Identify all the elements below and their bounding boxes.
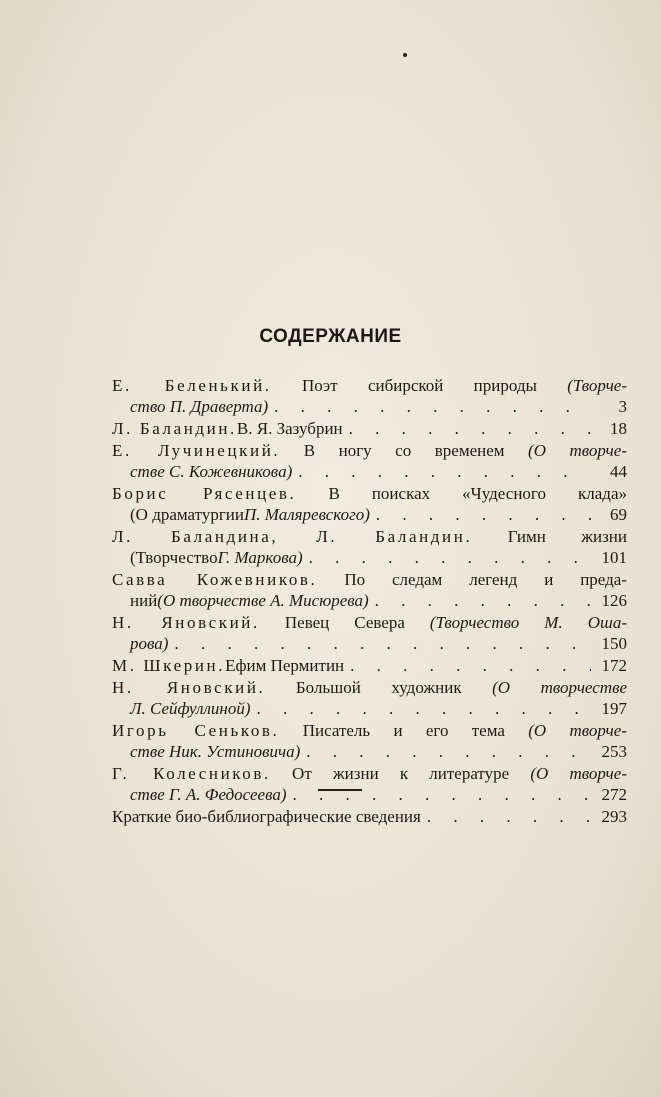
toc-entry xyxy=(112,526,627,568)
entry-subject: (О творче- xyxy=(528,441,628,460)
leader-dots xyxy=(349,418,591,439)
entry-subject-cont: (О творчестве А. Мисюрева) xyxy=(157,591,369,610)
leader-dots xyxy=(257,698,591,719)
entry-author: Е. Лучинецкий. xyxy=(112,441,281,460)
entry-author: М. Шкерин. xyxy=(112,656,226,675)
leader-dots xyxy=(174,633,591,654)
entry-subject-cont: Г. Маркова) xyxy=(217,548,303,567)
entry-author: Н. Яновский. xyxy=(112,613,260,632)
leader-dots xyxy=(309,547,591,568)
entry-title-cont: (Творчество xyxy=(130,548,218,567)
entry-title: По следам легенд и преда- xyxy=(317,570,627,589)
entry-title: В поисках «Чудесного клада» xyxy=(296,484,627,503)
entry-title: Ефим Пермитин xyxy=(225,656,345,675)
leader-dots xyxy=(274,396,591,417)
entry-page-number: 44 xyxy=(610,462,627,481)
table-of-contents xyxy=(112,375,627,828)
toc-entry xyxy=(112,763,627,805)
entry-subject-cont: стве Ник. Устиновича) xyxy=(130,742,301,761)
toc-entry xyxy=(112,720,627,762)
entry-author: Борис Рясенцев. xyxy=(112,484,297,503)
entry-page-number: 293 xyxy=(601,807,627,826)
entry-title: От жизни к литературе xyxy=(270,764,531,783)
toc-entry xyxy=(112,483,627,525)
entry-subject-cont: рова) xyxy=(130,634,169,653)
ink-speck xyxy=(403,53,407,57)
toc-entry xyxy=(112,806,627,827)
entry-subject-cont: стве Г. А. Федосеева) xyxy=(130,785,287,804)
entry-subject: (О творчестве xyxy=(492,678,627,697)
leader-dots xyxy=(350,655,591,676)
entry-page-number: 172 xyxy=(601,656,627,675)
entry-subject: (Творчество М. Оша- xyxy=(429,613,627,632)
entry-title: Краткие био-библиографические сведения xyxy=(112,807,421,826)
entry-page-number: 253 xyxy=(601,742,627,761)
leader-dots xyxy=(376,504,591,525)
entry-author: Л. Баландина, Л. Баландин. xyxy=(112,527,473,546)
entry-page-number: 3 xyxy=(618,397,627,416)
entry-author: Савва Кожевников. xyxy=(112,570,318,589)
entry-title: Писатель и его тема xyxy=(279,721,529,740)
entry-subject: (О творче- xyxy=(530,764,627,783)
toc-entry xyxy=(112,612,627,654)
entry-title-cont: ний xyxy=(130,591,158,610)
entry-subject: (О творче- xyxy=(528,721,627,740)
toc-entry xyxy=(112,569,627,611)
entry-author: Игорь Сеньков. xyxy=(112,721,280,740)
entry-subject-cont: П. Маляревского) xyxy=(244,505,370,524)
entry-title: Большой художник xyxy=(265,678,493,697)
entry-page-number: 126 xyxy=(601,591,627,610)
entry-title: В. Я. Зазубрин xyxy=(236,419,343,438)
entry-title: В ногу со временем xyxy=(280,441,529,460)
entry-title: Певец Севера xyxy=(259,613,430,632)
toc-entry xyxy=(112,655,627,676)
entry-author: Е. Беленький. xyxy=(112,376,272,395)
entry-page-number: 197 xyxy=(601,699,627,718)
leader-dots xyxy=(293,784,591,805)
entry-title-cont: (О драматургии xyxy=(130,505,245,524)
page-title: СОДЕРЖАНИЕ xyxy=(259,326,402,347)
entry-author: Г. Колесников. xyxy=(112,764,271,783)
toc-entry xyxy=(112,375,627,417)
leader-dots xyxy=(306,741,591,762)
entry-author: Л. Баландин. xyxy=(112,419,237,438)
entry-title: Поэт сибирской природы xyxy=(271,376,568,395)
leader-dots xyxy=(375,590,591,611)
toc-entry xyxy=(112,418,627,439)
toc-entry xyxy=(112,677,627,719)
entry-author: Н. Яновский. xyxy=(112,678,266,697)
entry-page-number: 69 xyxy=(610,505,627,524)
leader-dots xyxy=(427,806,591,827)
toc-entry xyxy=(112,440,627,482)
closing-rule xyxy=(318,789,362,791)
leader-dots xyxy=(298,461,591,482)
entry-title: Гимн жизни xyxy=(472,527,628,546)
entry-page-number: 101 xyxy=(601,548,627,567)
entry-subject: (Творче- xyxy=(567,376,628,395)
entry-subject-cont: Л. Сейфуллиной) xyxy=(130,699,251,718)
entry-page-number: 150 xyxy=(601,634,627,653)
entry-subject-cont: стве С. Кожевникова) xyxy=(130,462,293,481)
entry-subject-cont: ство П. Драверта) xyxy=(130,397,269,416)
entry-page-number: 18 xyxy=(610,419,627,438)
entry-page-number: 272 xyxy=(601,785,627,804)
